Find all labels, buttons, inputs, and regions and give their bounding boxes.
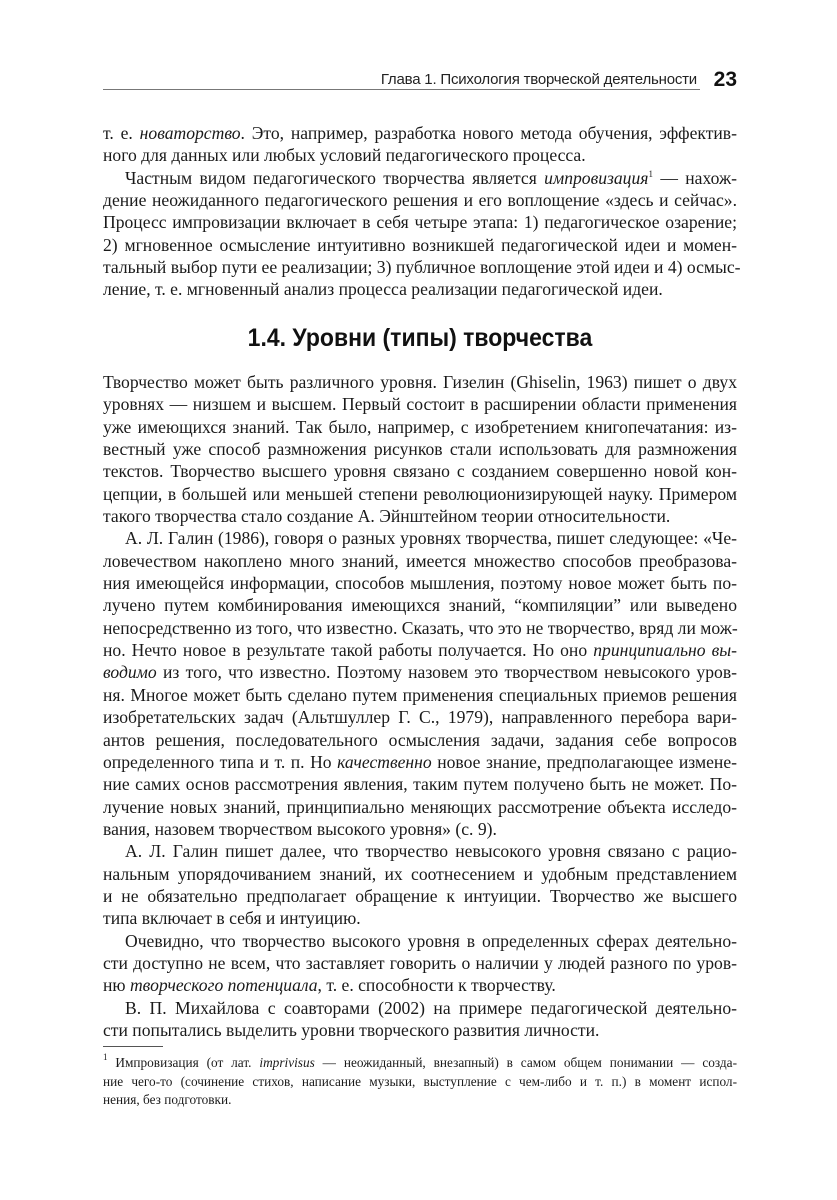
- text-line: [103, 974, 737, 996]
- text-line: [103, 256, 741, 278]
- italic-text: качественно: [337, 751, 432, 772]
- text-run: лучение новых знаний, принципиально меняющих рассмотрение объекта исследо-: [103, 796, 737, 817]
- text-run: ние самих основ рассмотрения явления, таким путем получено быть не может. По-: [103, 774, 737, 795]
- paragraph: [103, 527, 737, 840]
- text-run: ние чего-то (сочинение стихов, написание музыки, выступление с чем-либо и т. п.) в момент испол-: [103, 1073, 737, 1089]
- text-run: ного для данных или любых условий педагогического процесса.: [103, 145, 586, 166]
- text-run: . Это, например, разработка нового метода обучения, эффектив-: [240, 123, 737, 143]
- paragraph: [103, 122, 737, 167]
- text-run: тальный выбор пути ее реализации; 3) публичное воплощение этой идеи и 4) осмыс-: [103, 257, 741, 278]
- text-run: , т. е. способности к творчеству.: [317, 975, 556, 996]
- italic-text: творческого потенциала: [129, 975, 318, 996]
- text-run: вания, назовем творчеством высокого уровня» (с. 9).: [103, 818, 497, 839]
- text-run: А. Л. Галин пишет далее, что творчество невысокого уровня связано с рацио-: [125, 841, 737, 862]
- text-line: [103, 1091, 737, 1110]
- text-run: Процесс импровизации включает в себя четыре этапа: 1) педагогическое озарение;: [103, 212, 737, 233]
- top-text: [103, 122, 741, 301]
- text-line: [103, 460, 737, 482]
- text-line: [103, 505, 737, 527]
- italic-text: принципиально вы-: [593, 640, 737, 661]
- text-run: ление, т. е. мгновенный анализ процесса реализации педагогической идеи.: [103, 279, 663, 300]
- footnote-rule: [103, 1046, 163, 1047]
- text-line: [103, 416, 737, 438]
- page-number: 23: [713, 68, 737, 91]
- text-run: цепции, в большей или меньшей степени революционизирующей науку. Примером: [103, 483, 737, 504]
- text-run: типа включает в себя и интуицию.: [103, 908, 361, 929]
- text-run: ню: [103, 975, 130, 996]
- running-header: [103, 66, 737, 96]
- text-run: т. е.: [103, 123, 140, 143]
- text-line: [103, 1019, 737, 1041]
- text-run: лучено путем комбинирования имеющихся знаний, “компиляции” или выведено: [103, 595, 737, 616]
- text-line: [103, 572, 737, 594]
- text-line: [103, 393, 737, 415]
- text-line: [103, 684, 737, 706]
- text-line: [103, 751, 737, 773]
- paragraph: [103, 1054, 737, 1110]
- text-line: [103, 818, 737, 840]
- text-run: но. Нечто новое в результате такой работы получается. Но оно: [103, 640, 594, 661]
- text-line: [103, 234, 737, 256]
- text-line: [103, 952, 737, 974]
- text-run: А. Л. Галин (1986), говоря о разных уровнях творчества, пишет следующее: «Че-: [125, 528, 737, 549]
- text-run: определенного типа и т. п. Но: [103, 751, 338, 772]
- text-run: 2) мгновенное осмысление интуитивно возникшей педагогической идеи и момен-: [103, 234, 737, 255]
- paragraph: [103, 840, 737, 929]
- italic-text: новаторство: [139, 123, 241, 143]
- text-line: [103, 796, 737, 818]
- text-run: из того, что известно. Поэтому назовем это творчеством невысокого уров-: [156, 662, 737, 683]
- text-run: Частным видом педагогического творчества является: [125, 167, 545, 188]
- text-run: сти доступно не всем, что заставляет говорить о наличии у людей разного по уров-: [103, 952, 737, 973]
- text-run: текстов. Творчество высшего уровня связано с созданием совершенно новой кон-: [103, 461, 737, 482]
- body-text: [103, 371, 737, 1041]
- text-line: [103, 144, 737, 166]
- text-line: [103, 907, 737, 929]
- footnotes: [103, 1054, 737, 1110]
- text-line: [103, 278, 737, 300]
- text-line: [103, 167, 737, 189]
- header-rule: [103, 89, 700, 90]
- paragraph: [103, 930, 737, 997]
- text-line: [103, 371, 737, 393]
- text-run: уже имеющихся знаний. Так было, например, с изобретением книгопечатания: из-: [103, 416, 737, 437]
- text-line: [103, 930, 737, 952]
- text-run: ния имеющейся информации, способов мышления, поэтому новое может быть по-: [103, 573, 737, 594]
- text-line: [103, 1073, 737, 1092]
- text-run: дение неожиданного педагогического решения и его воплощение «здесь и сейчас».: [103, 190, 737, 211]
- text-run: сти попытались выделить уровни творческого развития личности.: [103, 1019, 600, 1040]
- footnote-marker: 1: [648, 168, 653, 179]
- text-run: нальным упорядочиванием знаний, их соотнесением и удобным представлением: [103, 863, 737, 884]
- text-line: [103, 729, 737, 751]
- text-run: — нахож-: [652, 167, 737, 188]
- italic-text: imprivisus: [259, 1055, 315, 1070]
- text-run: Импровизация (от лат.: [107, 1055, 260, 1070]
- text-line: [103, 527, 737, 549]
- text-line: [103, 438, 737, 460]
- text-line: [103, 885, 737, 907]
- text-line: [103, 189, 737, 211]
- text-line: [103, 997, 737, 1019]
- text-line: [103, 840, 737, 862]
- section-heading: 1.4. Уровни (типы) творчества: [247, 324, 593, 352]
- text-line: [103, 122, 737, 144]
- text-line: [103, 550, 737, 572]
- text-run: вестный уже способ размножения рисунков стали использовать для размножения: [103, 439, 737, 460]
- paragraph: [103, 997, 737, 1042]
- italic-text: водимо: [103, 662, 157, 683]
- text-line: [103, 639, 737, 661]
- text-run: новое знание, предполагающее измене-: [431, 751, 737, 772]
- text-run: В. П. Михайлова с соавторами (2002) на примере педагогической деятельно-: [125, 997, 737, 1018]
- text-line: [103, 706, 737, 728]
- text-line: [103, 1054, 737, 1073]
- text-run: нения, без подготовки.: [103, 1092, 232, 1107]
- italic-text: импровизация: [544, 167, 649, 188]
- text-run: такого творчества стало создание А. Эйнштейном теории относительности.: [103, 506, 671, 527]
- text-line: [103, 661, 737, 683]
- text-line: [103, 594, 737, 616]
- text-run: изобретательских задач (Альтшуллер Г. С., 1979), направленного перебора вари-: [103, 707, 737, 728]
- paragraph: [103, 371, 737, 527]
- text-run: Очевидно, что творчество высокого уровня в определенных сферах деятельно-: [125, 930, 737, 951]
- footnote-marker: 1: [103, 1052, 108, 1062]
- text-run: антов решения, последовательного осмысления задачи, задания себе вопросов: [103, 729, 737, 750]
- text-run: ловечеством накоплено много знаний, имеется множество способов преобразова-: [103, 550, 737, 571]
- text-line: [103, 863, 737, 885]
- text-run: уровнях — низшем и высшем. Первый состоит в расширении области применения: [103, 394, 737, 415]
- text-run: — неожиданный, внезапный) в самом общем понимании — созда-: [314, 1055, 737, 1070]
- text-line: [103, 773, 737, 795]
- chapter-title: Глава 1. Психология творческой деятельности: [380, 71, 697, 88]
- text-line: [103, 211, 737, 233]
- text-line: [103, 617, 737, 639]
- paragraph: [103, 167, 741, 301]
- text-run: Творчество может быть различного уровня. Гизелин (Ghiselin, 1963) пишет о двух: [103, 372, 737, 392]
- text-run: и не обязательно предполагает обращение к интуиции. Творчество же высшего: [103, 885, 737, 906]
- text-run: ня. Многое может быть сделано путем применения специальных приемов решения: [103, 684, 737, 705]
- text-line: [103, 483, 737, 505]
- text-run: непосредственно из того, что известно. Сказать, что это не творчество, вряд ли мож-: [103, 617, 738, 638]
